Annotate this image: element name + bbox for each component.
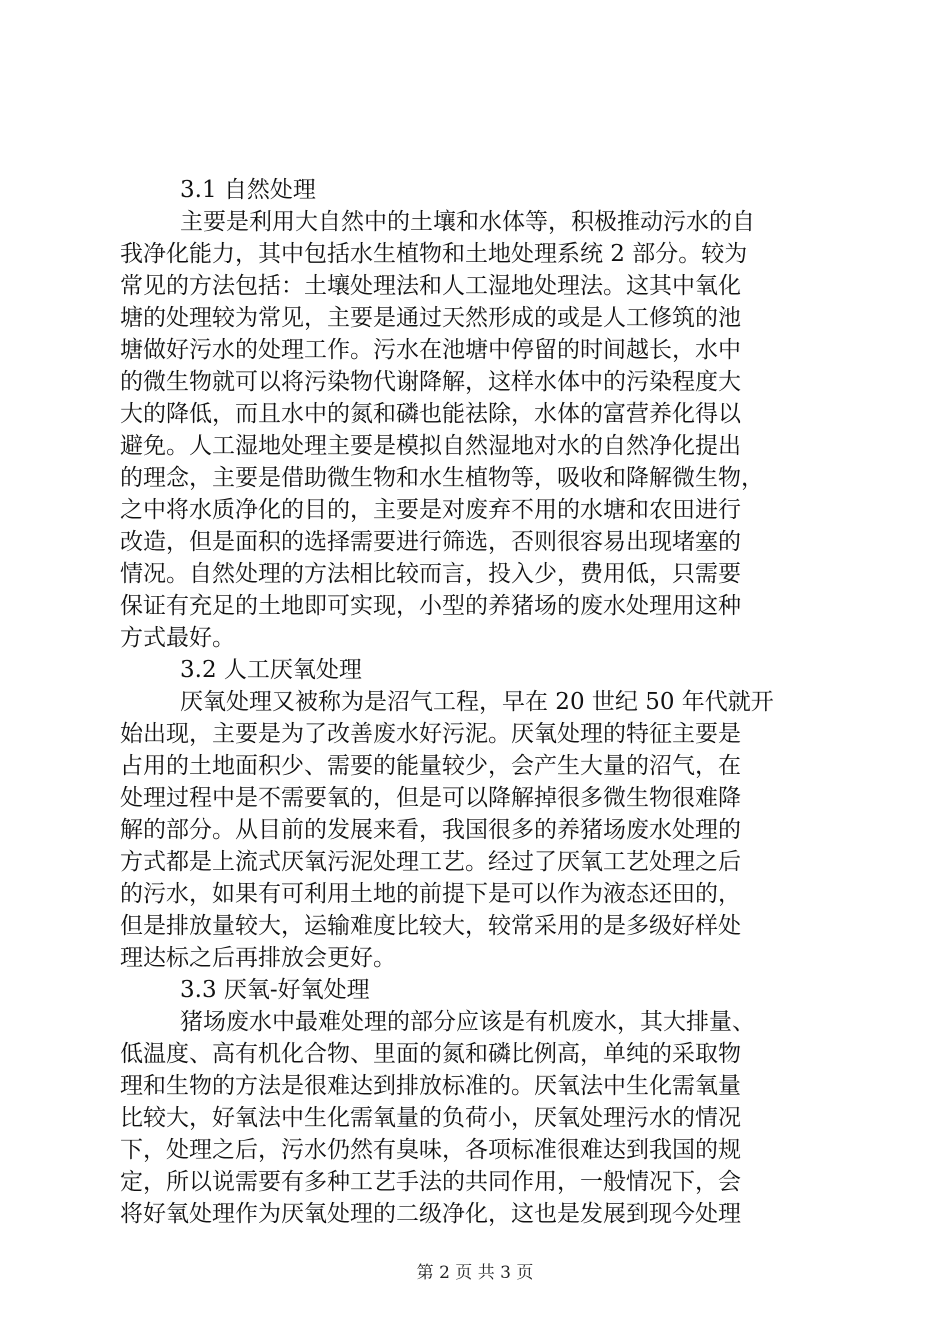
- text-line: 占用的土地面积少、需要的能量较少，会产生大量的沼气，在: [120, 753, 741, 779]
- text-line: 避免。人工湿地处理主要是模拟自然湿地对水的自然净化提出: [120, 433, 741, 459]
- text-line: 情况。自然处理的方法相比较而言，投入少，费用低，只需要: [120, 561, 741, 587]
- text-line: 塘做好污水的处理工作。污水在池塘中停留的时间越长，水中: [120, 337, 741, 363]
- text-line: 低温度、高有机化合物、里面的氮和磷比例高，单纯的采取物: [120, 1041, 741, 1067]
- text-line: 主要是利用大自然中的土壤和水体等，积极推动污水的自: [180, 209, 755, 235]
- text-line: 3.1 自然处理: [180, 177, 316, 203]
- text-line: 的微生物就可以将污染物代谢降解，这样水体中的污染程度大: [120, 369, 741, 395]
- text-line: 的理念，主要是借助微生物和水生植物等，吸收和降解微生物，: [120, 465, 764, 491]
- text-line: 改造，但是面积的选择需要进行筛选，否则很容易出现堵塞的: [120, 529, 741, 555]
- text-line: 下，处理之后，污水仍然有臭味，各项标准很难达到我国的规: [120, 1137, 741, 1163]
- text-line: 3.2 人工厌氧处理: [180, 657, 362, 683]
- text-line: 保证有充足的土地即可实现，小型的养猪场的废水处理用这种: [120, 593, 741, 619]
- page-footer: 第 2 页 共 3 页: [416, 1263, 534, 1283]
- text-line: 我净化能力，其中包括水生植物和土地处理系统 2 部分。较为: [120, 241, 748, 267]
- text-line: 常见的方法包括：土壤处理法和人工湿地处理法。这其中氧化: [120, 273, 741, 299]
- text-line: 理和生物的方法是很难达到排放标准的。厌氧法中生化需氧量: [120, 1073, 741, 1099]
- text-line: 理达标之后再排放会更好。: [120, 945, 396, 971]
- text-line: 的污水，如果有可利用土地的前提下是可以作为液态还田的，: [120, 881, 741, 907]
- text-line: 解的部分。从目前的发展来看，我国很多的养猪场废水处理的: [120, 817, 741, 843]
- text-line: 方式最好。: [120, 625, 235, 651]
- text-line: 定，所以说需要有多种工艺手法的共同作用，一般情况下，会: [120, 1169, 741, 1195]
- text-line: 比较大，好氧法中生化需氧量的负荷小，厌氧处理污水的情况: [120, 1105, 741, 1131]
- text-line: 大的降低，而且水中的氮和磷也能祛除，水体的富营养化得以: [120, 401, 741, 427]
- text-line: 始出现，主要是为了改善废水好污泥。厌氧处理的特征主要是: [120, 721, 741, 747]
- text-line: 但是排放量较大，运输难度比较大，较常采用的是多级好样处: [120, 913, 741, 939]
- text-line: 塘的处理较为常见，主要是通过天然形成的或是人工修筑的池: [120, 305, 741, 331]
- text-line: 3.3 厌氧-好氧处理: [180, 977, 370, 1003]
- text-line: 猪场废水中最难处理的部分应该是有机废水，其大排量、: [180, 1009, 755, 1035]
- text-line: 将好氧处理作为厌氧处理的二级净化，这也是发展到现今处理: [120, 1201, 741, 1227]
- document-body: [120, 174, 840, 1230]
- text-line: 厌氧处理又被称为是沼气工程，早在 20 世纪 50 年代就开: [180, 689, 774, 715]
- text-line: 处理过程中是不需要氧的，但是可以降解掉很多微生物很难降: [120, 785, 741, 811]
- text-line: 之中将水质净化的目的，主要是对废弃不用的水塘和农田进行: [120, 497, 741, 523]
- text-line: 方式都是上流式厌氧污泥处理工艺。经过了厌氧工艺处理之后: [120, 849, 741, 875]
